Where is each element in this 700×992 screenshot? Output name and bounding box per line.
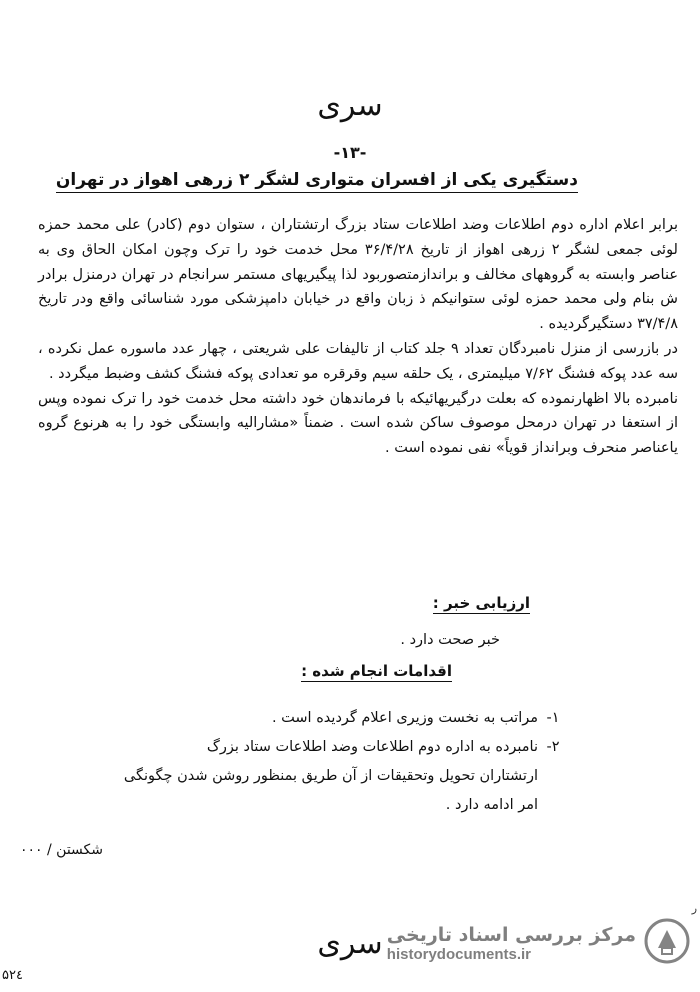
body-paragraph: نامبرده بالا اظهارنموده که بعلت درگیریهائیکه با فرماندهان خود داشته محل خدمت خود را ترک نموده وپس از استعفا در تهران درمحل موصوف ساکن شده است . ضمناً «مشارالیه وابستگی خود را به هرنوع گروه یاعناصر منحرف وبرانداز قویاً» نفی نموده است . [38, 390, 678, 457]
action-item [98, 733, 568, 762]
evaluation-heading: ارزیابی خبر : [432, 594, 530, 612]
action-continuation: امر ادامه دارد . [445, 797, 538, 813]
edge-mark: ر [691, 902, 697, 915]
action-number: ۲- [546, 739, 560, 755]
actions-list [98, 704, 568, 820]
body-paragraph: برابر اعلام اداره دوم اطلاعات وضد اطلاعات ستاد بزرگ ارتشتاران ، ستوان دوم (کادر) علی محمد حمزه لوئی جمعی لشگر ۲ زرهی اهواز از تاریخ ۳۶/۴/۲۸ محل خدمت خود را ترک وچون امکان الحاق وی به عناصر وابسته به گروههای مخالف و براندازمتصوربود لذا پیگیریهای مستمر سرانجام در تهران درمنزل برادر ش بنام ولی محمد حمزه لوئی ستوانیکم ذ زبان واقع در خیابان دامپزشکی مورد شناسائی واقع ودر تاریخ ۳۷/۴/۸ دستگیرگردیده . [38, 217, 678, 333]
classification-header: سری [317, 88, 383, 123]
action-continuation: ارتشتاران تحویل وتحقیقات از آن طریق بمنظور روشن شدن چگونگی [123, 768, 538, 784]
actions-heading: اقدامات انجام شده : [301, 662, 452, 680]
body-paragraph: در بازرسی از منزل نامبردگان تعداد ۹ جلد کتاب از تالیفات علی شریعتی ، چهار عدد ماسوره عمل نکرده ، سه عدد پوکه فشنگ ۷/۶۲ میلیمتری ، یک حلقه سیم وقرقره مو تعدادی پوکه فشنگ کشف وضبط میگردد . [38, 340, 678, 382]
action-item [98, 704, 568, 733]
action-number: ۱- [546, 710, 560, 726]
action-text: مراتب به نخست وزیری اعلام گردیده است . [271, 710, 538, 726]
watermark [387, 918, 690, 968]
page-number: ۵۲٤ [2, 968, 23, 983]
document-title: دستگیری یکی از افسران متواری لشگر ۲ زرهی اهواز در تهران [56, 170, 578, 193]
watermark-title: مرکز بررسی اسناد تاریخی [386, 923, 636, 946]
document-body [38, 213, 678, 461]
signoff: شکستن / ۰۰۰ [20, 842, 104, 858]
document-number: -۱۳- [333, 143, 367, 162]
classification-footer: سری [317, 926, 383, 961]
archive-logo-icon [644, 918, 690, 968]
action-text: نامبرده به اداره دوم اطلاعات وضد اطلاعات ستاد بزرگ [206, 739, 538, 755]
evaluation-text: خبر صحت دارد . [400, 632, 500, 648]
watermark-url: historydocuments.ir [386, 945, 531, 963]
